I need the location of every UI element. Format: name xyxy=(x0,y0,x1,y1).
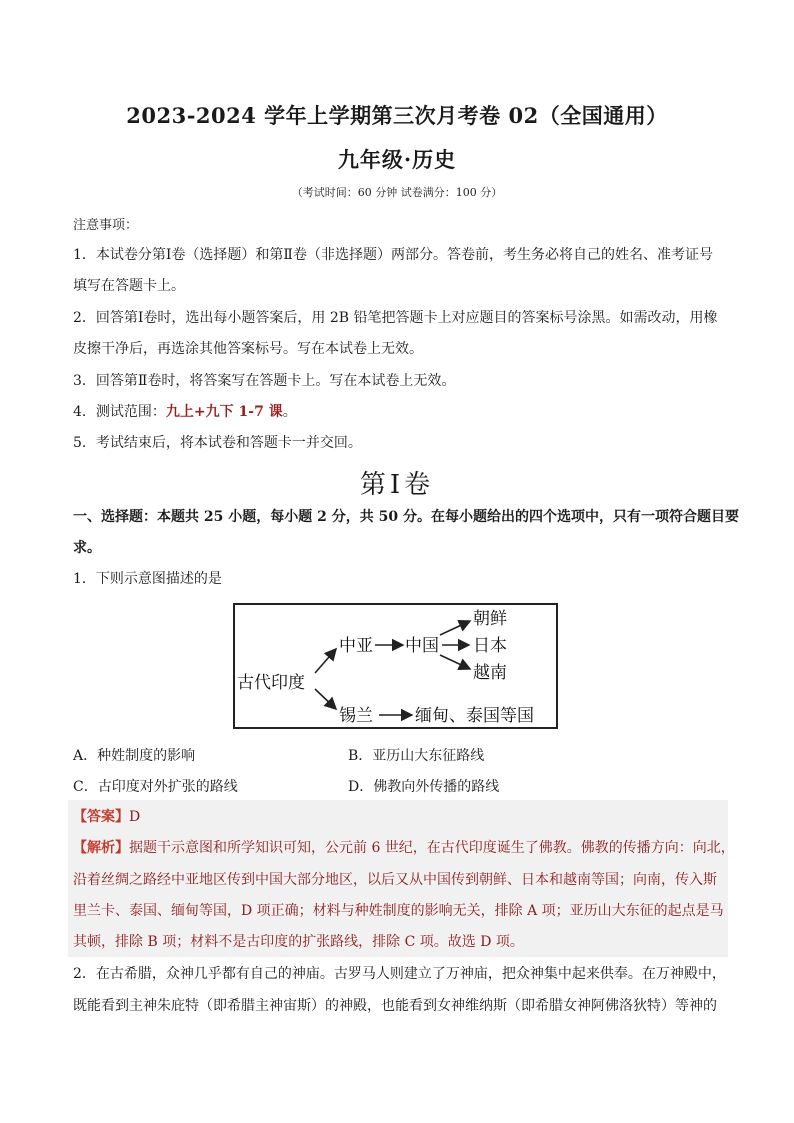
node-china: 中国 xyxy=(405,636,439,656)
arrow-india-to-central-asia xyxy=(315,649,336,673)
exam-subtitle: 九年级·历史 xyxy=(337,147,457,172)
answer-value: D xyxy=(129,809,141,825)
diagram-arrows xyxy=(235,605,556,727)
note-item-2-line-2: 皮擦干净后，再选涂其他答案标号。写在本试卷上无效。 xyxy=(73,341,423,357)
section-instruction-line-2: 求。 xyxy=(73,540,101,556)
question-2-line-1: 2．在古希腊，众神几乎都有自己的神庙。古罗马人则建立了万神庙，把众神集中起来供奉。在万神殿中， xyxy=(73,966,726,982)
section-instruction-line-1: 一、选择题：本题共 25 小题，每小题 2 分，共 50 分。在每小题给出的四个选项中，只有一项符合题目要 xyxy=(73,509,739,525)
option-d: D．佛教向外传播的路线 xyxy=(348,779,500,795)
note-item-4 xyxy=(73,402,297,422)
test-scope: 九上+九下 1-7 课 xyxy=(165,404,283,420)
question-1-stem: 1．下则示意图描述的是 xyxy=(73,571,222,587)
note-item-4-suffix: 。 xyxy=(282,404,297,420)
section-title: 第Ⅰ卷 xyxy=(359,470,435,500)
exam-title: 2023-2024 学年上学期第三次月考卷 02（全国通用） xyxy=(126,103,668,128)
node-korea: 朝鲜 xyxy=(473,609,507,629)
note-item-1-line-1: 1．本试卷分第Ⅰ卷（选择题）和第Ⅱ卷（非选择题）两部分。答卷前，考生务必将自己的姓名、准考证号 xyxy=(73,247,713,263)
question-2-line-2: 既能看到主神朱庇特（即希腊主神宙斯）的神殿，也能看到女神维纳斯（即希腊女神阿佛洛狄特）等神的 xyxy=(73,998,717,1014)
arrow-china-to-vietnam xyxy=(440,655,470,669)
note-item-5: 5．考试结束后，将本试卷和答题卡一并交回。 xyxy=(73,435,362,451)
node-southeast-asia: 缅甸、泰国等国 xyxy=(415,706,534,726)
note-item-4-prefix: 4．测试范围： xyxy=(73,404,166,420)
note-item-2-line-1: 2．回答第Ⅰ卷时，选出每小题答案后，用 2B 铅笔把答题卡上对应题目的答案标号涂黑。如需改动，用橡 xyxy=(73,310,718,326)
analysis-line-4: 其顿，排除 B 项；材料不是古印度的扩张路线，排除 C 项。故选 D 项。 xyxy=(73,934,524,950)
buddhism-spread-diagram xyxy=(233,603,558,729)
answer-tag: 【答案】 xyxy=(73,809,129,825)
answer-line xyxy=(73,807,140,827)
option-b: B．亚历山大东征路线 xyxy=(348,748,485,764)
option-a: A．种姓制度的影响 xyxy=(73,748,196,764)
node-ceylon: 锡兰 xyxy=(339,706,373,726)
notes-heading: 注意事项： xyxy=(73,218,139,233)
analysis-line-1 xyxy=(73,838,735,858)
node-central-asia: 中亚 xyxy=(339,636,373,656)
node-ancient-india: 古代印度 xyxy=(237,673,305,693)
analysis-tag: 【解析】 xyxy=(73,840,129,856)
node-japan: 日本 xyxy=(473,636,507,656)
exam-info: （考试时间：60 分钟 试卷满分：100 分） xyxy=(291,186,503,199)
option-c: C．古印度对外扩张的路线 xyxy=(73,779,238,795)
arrow-china-to-korea xyxy=(440,621,470,635)
arrow-india-to-ceylon xyxy=(315,689,336,709)
note-item-3: 3．回答第Ⅱ卷时，将答案写在答题卡上。写在本试卷上无效。 xyxy=(73,373,456,389)
note-item-1-line-2: 填写在答题卡上。 xyxy=(73,278,185,294)
analysis-text-1: 据题干示意图和所学知识可知，公元前 6 世纪，在古代印度诞生了佛教。佛教的传播方向：向北， xyxy=(129,840,735,856)
analysis-line-3: 里兰卡、泰国、缅甸等国，D 项正确；材料与种姓制度的影响无关，排除 A 项；亚历山大东征的起点是马 xyxy=(73,903,724,919)
node-vietnam: 越南 xyxy=(473,663,507,683)
analysis-line-2: 沿着丝绸之路经中亚地区传到中国大部分地区，以后又从中国传到朝鲜、日本和越南等国；向南，传入斯 xyxy=(73,872,717,888)
